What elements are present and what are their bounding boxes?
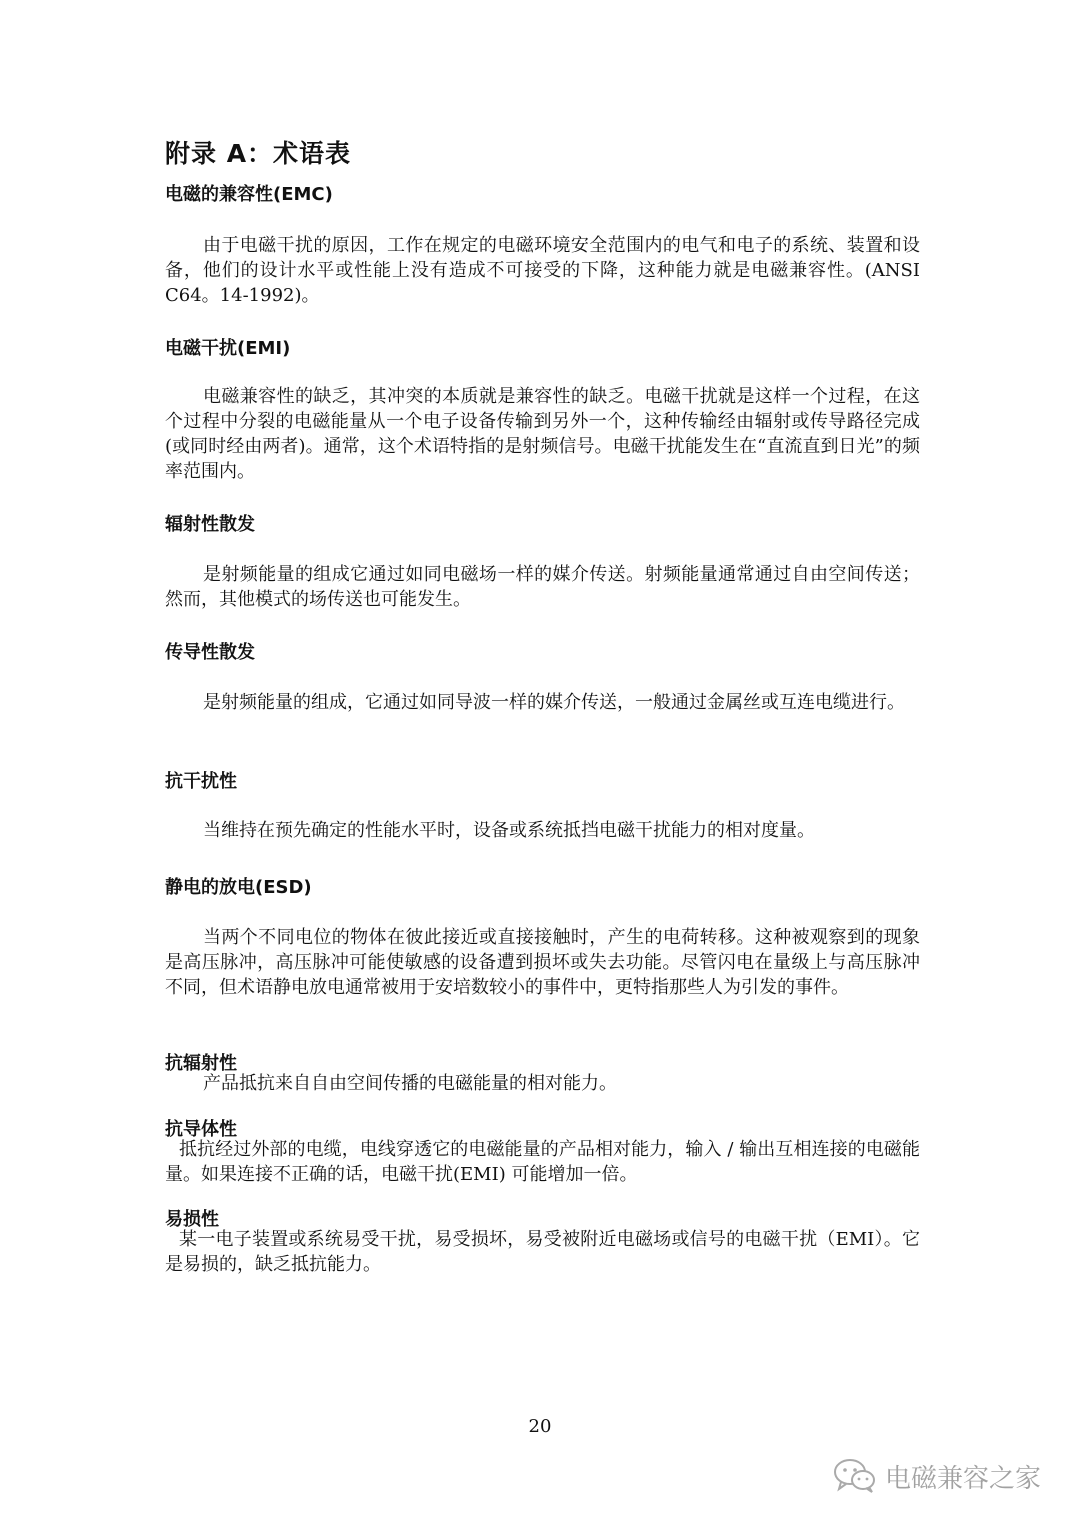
term-emc: 电磁的兼容性(EMC): [165, 184, 333, 205]
wechat-icon: [833, 1458, 877, 1494]
term-radiated-immunity: 抗辐射性: [165, 1053, 237, 1074]
term-immunity: 抗干扰性: [165, 771, 237, 792]
definition-conducted-emission: 是射频能量的组成，它通过如同导波一样的媒介传送，一般通过金属丝或互连电缆进行。: [203, 692, 905, 713]
page-number: 20: [528, 1416, 552, 1437]
appendix-title: 附录 A：术语表: [165, 139, 352, 168]
definition-radiated-emission: 是射频能量的组成它通过如同电磁场一样的媒介传送。射频能量通常通过自由空间传送；然而，其他模式的场传送也可能发生。: [165, 564, 920, 610]
watermark: [833, 1456, 1041, 1496]
watermark-text: 电磁兼容之家: [885, 1463, 1042, 1494]
definition-conducted-immunity: 抵抗经过外部的电缆，电线穿透它的电磁能量的产品相对能力，输入 / 输出互相连接的电磁能量。如果连接不正确的话，电磁干扰(EMI) 可能增加一倍。: [165, 1139, 920, 1185]
term-conducted-immunity: 抗导体性: [165, 1119, 237, 1140]
term-radiated-emission: 辐射性散发: [165, 514, 255, 535]
definition-immunity: 当维持在预先确定的性能水平时，设备或系统抵挡电磁干扰能力的相对度量。: [203, 820, 815, 841]
definition-susceptibility: 某一电子装置或系统易受干扰，易受损坏，易受被附近电磁场或信号的电磁干扰（EMI）。它是易损的，缺乏抵抗能力。: [165, 1229, 920, 1275]
term-susceptibility: 易损性: [165, 1209, 219, 1230]
term-conducted-emission: 传导性散发: [165, 642, 255, 663]
term-emi: 电磁干扰(EMI): [165, 338, 291, 359]
definition-emc: 由于电磁干扰的原因，工作在规定的电磁环境安全范围内的电气和电子的系统、装置和设备，他们的设计水平或性能上没有造成不可接受的下降，这种能力就是电磁兼容性。(ANSI C64。14-1992)。: [165, 235, 920, 306]
definition-esd: 当两个不同电位的物体在彼此接近或直接接触时，产生的电荷转移。这种被观察到的现象是高压脉冲，高压脉冲可能使敏感的设备遭到损坏或失去功能。尽管闪电在量级上与高压脉冲不同，但术语静电放电通常被用于安培数较小的事件中，更特指那些人为引发的事件。: [165, 927, 920, 998]
definition-emi: 电磁兼容性的缺乏，其冲突的本质就是兼容性的缺乏。电磁干扰就是这样一个过程，在这个过程中分裂的电磁能量从一个电子设备传输到另外一个，这种传输经由辐射或传导路径完成(或同时经由两者)。通常，这个术语特指的是射频信号。电磁干扰能发生在“直流直到日光”的频率范围内。: [165, 386, 920, 482]
definition-radiated-immunity: 产品抵抗来自自由空间传播的电磁能量的相对能力。: [203, 1073, 617, 1094]
term-esd: 静电的放电(ESD): [165, 877, 312, 898]
